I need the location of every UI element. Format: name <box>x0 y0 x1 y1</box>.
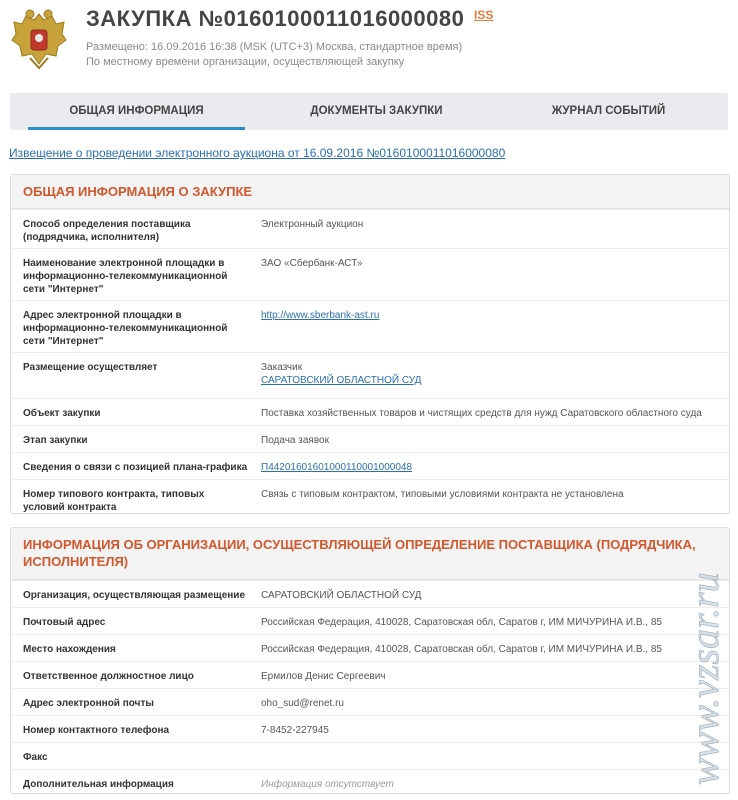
table-row <box>11 769 729 796</box>
row-label: Адрес электронной почты <box>23 698 154 709</box>
posted-date: Размещено: 16.09.2016 16:38 (MSK (UTC+3) Москва, стандартное время) <box>86 41 463 53</box>
iss-badge-link[interactable]: ISS <box>474 8 494 22</box>
row-label: Объект закупки <box>23 408 101 419</box>
row-value: Связь с типовым контрактом, типовыми условиями контракта не установлена <box>261 489 624 500</box>
row-value: ЗАО «Сбербанк-АСТ» <box>261 258 363 269</box>
row-value: Ермилов Денис Сергеевич <box>261 671 386 682</box>
page-header <box>0 0 738 85</box>
table-row <box>11 688 729 715</box>
plan-schedule-link[interactable]: П44201601601000110001000048 <box>261 462 413 473</box>
table-row <box>11 715 729 742</box>
customer-link[interactable]: САРАТОВСКИЙ ОБЛАСТНОЙ СУД <box>261 375 422 386</box>
row-label: Факс <box>23 752 48 763</box>
row-label: Ответственное должностное лицо <box>23 671 194 682</box>
table-row <box>11 425 729 452</box>
table-row <box>11 479 729 518</box>
table-row <box>11 300 729 352</box>
row-value: Заказчик <box>261 362 303 373</box>
tab-general-info[interactable]: ОБЩАЯ ИНФОРМАЦИЯ <box>28 93 245 130</box>
row-value: Российская Федерация, 410028, Саратовская обл, Саратов г, ИМ МИЧУРИНА И.В., 85 <box>261 617 662 628</box>
row-label: Адрес электронной площадки в информационно-телекоммуникационной сети "Интернет" <box>23 310 228 347</box>
row-label: Номер типового контракта, типовых условий контракта <box>23 489 205 513</box>
platform-url-link[interactable]: http://www.sberbank-ast.ru <box>261 310 380 321</box>
row-label: Организация, осуществляющая размещение <box>23 590 246 601</box>
row-value: oho_sud@renet.ru <box>261 698 344 709</box>
row-label: Способ определения поставщика (подрядчика, исполнителя) <box>23 219 191 243</box>
table-row <box>11 248 729 300</box>
tab-event-log[interactable]: ЖУРНАЛ СОБЫТИЙ <box>551 105 666 117</box>
general-info-panel <box>10 174 730 514</box>
row-label: Дополнительная информация <box>23 779 174 790</box>
table-row <box>11 661 729 688</box>
row-value: САРАТОВСКИЙ ОБЛАСТНОЙ СУД <box>261 590 422 601</box>
row-label: Размещение осуществляет <box>23 362 158 373</box>
row-label: Наименование электронной площадки в информационно-телекоммуникационной сети "Интернет" <box>23 258 228 295</box>
row-label: Сведения о связи с позицией плана-графика <box>23 462 248 473</box>
tab-bar <box>10 93 728 130</box>
watermark <box>682 460 728 790</box>
row-label: Место нахождения <box>23 644 116 655</box>
table-row <box>11 580 729 607</box>
row-label: Номер контактного телефона <box>23 725 170 736</box>
tab-documents[interactable]: ДОКУМЕНТЫ ЗАКУПКИ <box>310 105 443 117</box>
table-row <box>11 742 729 769</box>
table-row <box>11 607 729 634</box>
section-title: ОБЩАЯ ИНФОРМАЦИЯ О ЗАКУПКЕ <box>11 175 729 209</box>
coat-of-arms-icon <box>8 6 70 72</box>
table-row <box>11 398 729 425</box>
row-value: Информация отсутствует <box>261 779 394 790</box>
watermark-text: www.vzsar.ru <box>682 572 727 785</box>
row-value: Электронный аукцион <box>261 219 364 230</box>
table-row <box>11 209 729 248</box>
table-row <box>11 352 729 398</box>
table-row <box>11 634 729 661</box>
page-title: ЗАКУПКА №0160100011016000080 <box>86 6 465 31</box>
row-value: Поставка хозяйственных товаров и чистящих средств для нужд Саратовского областного суда <box>261 408 702 419</box>
section-title: ИНФОРМАЦИЯ ОБ ОРГАНИЗАЦИИ, ОСУЩЕСТВЛЯЮЩЕЙ ОПРЕДЕЛЕНИЕ ПОСТАВЩИКА (ПОДРЯДЧИКА, ИСПОЛНИТЕЛЯ) <box>11 528 729 580</box>
row-label: Почтовый адрес <box>23 617 106 628</box>
row-value: 7-8452-227945 <box>261 725 329 736</box>
local-time-note: По местному времени организации, осуществляющей закупку <box>86 56 405 68</box>
row-label: Этап закупки <box>23 435 88 446</box>
table-row <box>11 452 729 479</box>
organization-panel <box>10 527 730 794</box>
row-value: Российская Федерация, 410028, Саратовская обл, Саратов г, ИМ МИЧУРИНА И.В., 85 <box>261 644 662 655</box>
row-value: Подача заявок <box>261 435 329 446</box>
notice-link[interactable]: Извещение о проведении электронного аукциона от 16.09.2016 №0160100011016000080 <box>9 146 506 160</box>
